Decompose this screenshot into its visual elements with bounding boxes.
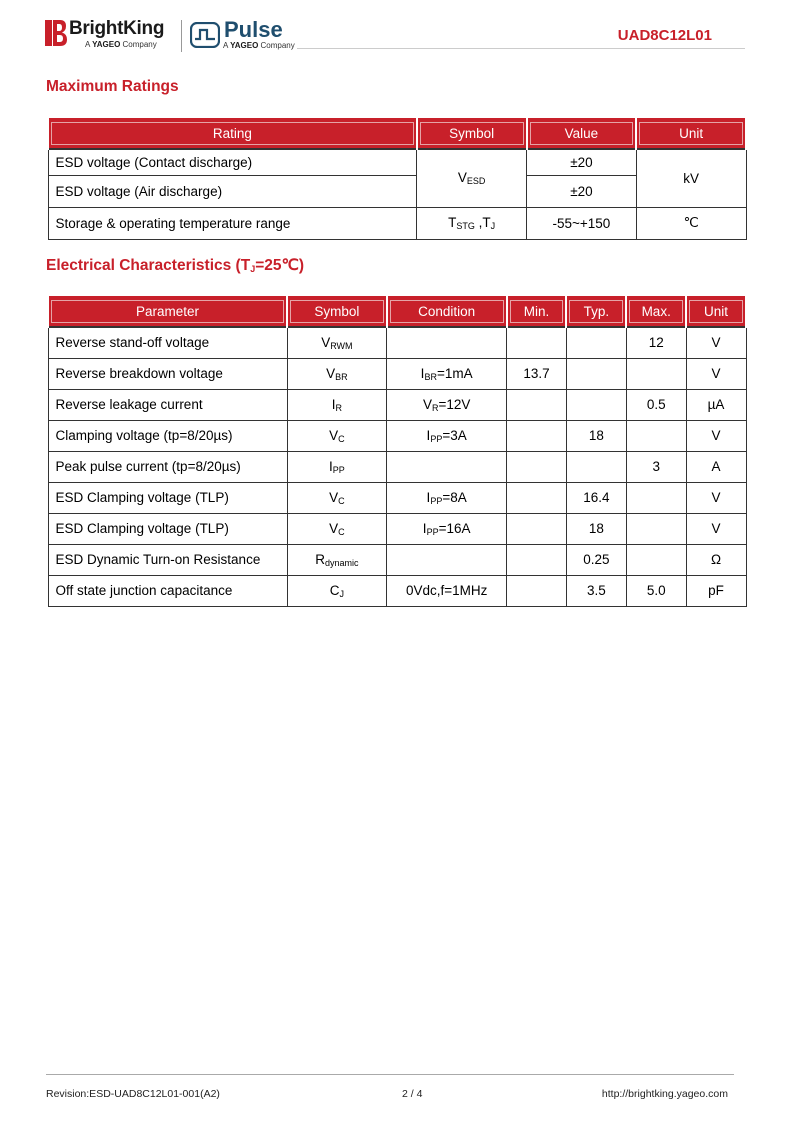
value-cell: ±20	[527, 149, 637, 175]
value-cell: -55~+150	[527, 207, 637, 239]
footer-rule	[46, 1074, 734, 1075]
electrical-table	[47, 296, 747, 607]
condition-cell: $V_R=12V$	[387, 389, 507, 420]
column-header: Unit	[636, 118, 746, 149]
min-cell	[507, 327, 567, 358]
max-cell	[626, 513, 686, 544]
max-ratings-table	[47, 118, 747, 240]
typ-cell: 18	[566, 420, 626, 451]
symbol-cell: $V_{ESD}$	[417, 149, 527, 207]
condition-cell: $I_{PP}=16A$	[387, 513, 507, 544]
symbol-cell: $V_{RWM}$	[287, 327, 387, 358]
condition-cell: $I_{PP}=3A$	[387, 420, 507, 451]
rating-cell: ESD voltage (Contact discharge)	[48, 149, 417, 175]
column-header: Symbol	[287, 296, 387, 327]
max-cell: 12	[626, 327, 686, 358]
brightking-tagline: A YAGEO Company	[85, 40, 157, 49]
table-row	[48, 451, 746, 482]
unit-cell: V	[686, 327, 746, 358]
table-header-row	[48, 118, 746, 149]
unit-cell: V	[686, 420, 746, 451]
symbol-cell: $T_{STG}$ $,T_J$	[417, 207, 527, 239]
symbol-cell: $V_C$	[287, 482, 387, 513]
max-cell: 0.5	[626, 389, 686, 420]
unit-cell: Ω	[686, 544, 746, 575]
max-cell	[626, 544, 686, 575]
max-ratings-title: Maximum Ratings	[46, 78, 179, 95]
column-header: Rating	[48, 118, 417, 149]
symbol-cell: $V_C$	[287, 513, 387, 544]
min-cell	[507, 451, 567, 482]
condition-cell: 0Vdc,f=1MHz	[387, 575, 507, 606]
min-cell	[507, 482, 567, 513]
typ-cell: 18	[566, 513, 626, 544]
table-row	[48, 207, 746, 239]
pulse-tagline: A YAGEO Company	[223, 41, 295, 50]
symbol-cell: $C_J$	[287, 575, 387, 606]
brightking-wordmark: BrightKing	[69, 18, 165, 39]
table-row	[48, 482, 746, 513]
rating-cell: Storage & operating temperature range	[48, 207, 417, 239]
condition-cell: $I_{BR}=1mA$	[387, 358, 507, 389]
min-cell	[507, 513, 567, 544]
column-header: Typ.	[566, 296, 626, 327]
unit-cell: A	[686, 451, 746, 482]
pulse-wordmark: Pulse	[224, 17, 283, 42]
unit-cell: kV	[636, 149, 746, 207]
unit-cell: V	[686, 482, 746, 513]
pulse-logo-icon	[190, 22, 220, 48]
condition-cell	[387, 327, 507, 358]
typ-cell	[566, 327, 626, 358]
unit-cell: µA	[686, 389, 746, 420]
symbol-cell: $V_{BR}$	[287, 358, 387, 389]
value-cell: ±20	[527, 175, 637, 207]
condition-cell	[387, 451, 507, 482]
unit-cell: pF	[686, 575, 746, 606]
condition-cell	[387, 544, 507, 575]
max-cell	[626, 420, 686, 451]
table-header-row	[48, 296, 746, 327]
max-cell: 5.0	[626, 575, 686, 606]
symbol-cell: $I_R$	[287, 389, 387, 420]
table-row	[48, 420, 746, 451]
logo-divider	[181, 20, 182, 52]
parameter-cell: ESD Clamping voltage (TLP)	[48, 513, 287, 544]
typ-cell: 16.4	[566, 482, 626, 513]
unit-cell: ℃	[636, 207, 746, 239]
typ-cell: 0.25	[566, 544, 626, 575]
page-number: 2 / 4	[402, 1088, 423, 1100]
column-header: Max.	[626, 296, 686, 327]
parameter-cell: Reverse breakdown voltage	[48, 358, 287, 389]
symbol-cell: $R_{dynamic}$	[287, 544, 387, 575]
column-header: Condition	[387, 296, 507, 327]
parameter-cell: Off state junction capacitance	[48, 575, 287, 606]
footer-url: http://brightking.yageo.com	[601, 1088, 728, 1100]
column-header: Unit	[686, 296, 746, 327]
unit-cell: V	[686, 358, 746, 389]
table-row	[48, 544, 746, 575]
typ-cell	[566, 358, 626, 389]
max-cell	[626, 482, 686, 513]
parameter-cell: Peak pulse current (tp=8/20µs)	[48, 451, 287, 482]
rating-cell: ESD voltage (Air discharge)	[48, 175, 417, 207]
table-row	[48, 513, 746, 544]
condition-cell: $I_{PP}=8A$	[387, 482, 507, 513]
column-header: Parameter	[48, 296, 287, 327]
min-cell: 13.7	[507, 358, 567, 389]
table-row	[48, 149, 746, 175]
unit-cell: V	[686, 513, 746, 544]
parameter-cell: ESD Clamping voltage (TLP)	[48, 482, 287, 513]
table-row	[48, 327, 746, 358]
table-row	[48, 389, 746, 420]
brightking-logo-icon	[45, 20, 67, 46]
min-cell	[507, 544, 567, 575]
symbol-cell: $I_{PP}$	[287, 451, 387, 482]
column-header: Min.	[507, 296, 567, 327]
column-header: Symbol	[417, 118, 527, 149]
revision-text: Revision:ESD-UAD8C12L01-001(A2)	[46, 1088, 220, 1100]
max-cell	[626, 358, 686, 389]
column-header: Value	[527, 118, 637, 149]
min-cell	[507, 389, 567, 420]
part-number: UAD8C12L01	[617, 27, 712, 44]
header-rule	[297, 48, 745, 49]
table-row	[48, 358, 746, 389]
min-cell	[507, 575, 567, 606]
parameter-cell: ESD Dynamic Turn-on Resistance	[48, 544, 287, 575]
typ-cell: 3.5	[566, 575, 626, 606]
min-cell	[507, 420, 567, 451]
electrical-title: Electrical Characteristics $(T_J=25℃)$	[46, 257, 305, 274]
parameter-cell: Clamping voltage (tp=8/20µs)	[48, 420, 287, 451]
parameter-cell: Reverse leakage current	[48, 389, 287, 420]
parameter-cell: Reverse stand-off voltage	[48, 327, 287, 358]
max-cell: 3	[626, 451, 686, 482]
symbol-cell: $V_C$	[287, 420, 387, 451]
table-row	[48, 575, 746, 606]
typ-cell	[566, 389, 626, 420]
page-header	[45, 18, 745, 56]
typ-cell	[566, 451, 626, 482]
